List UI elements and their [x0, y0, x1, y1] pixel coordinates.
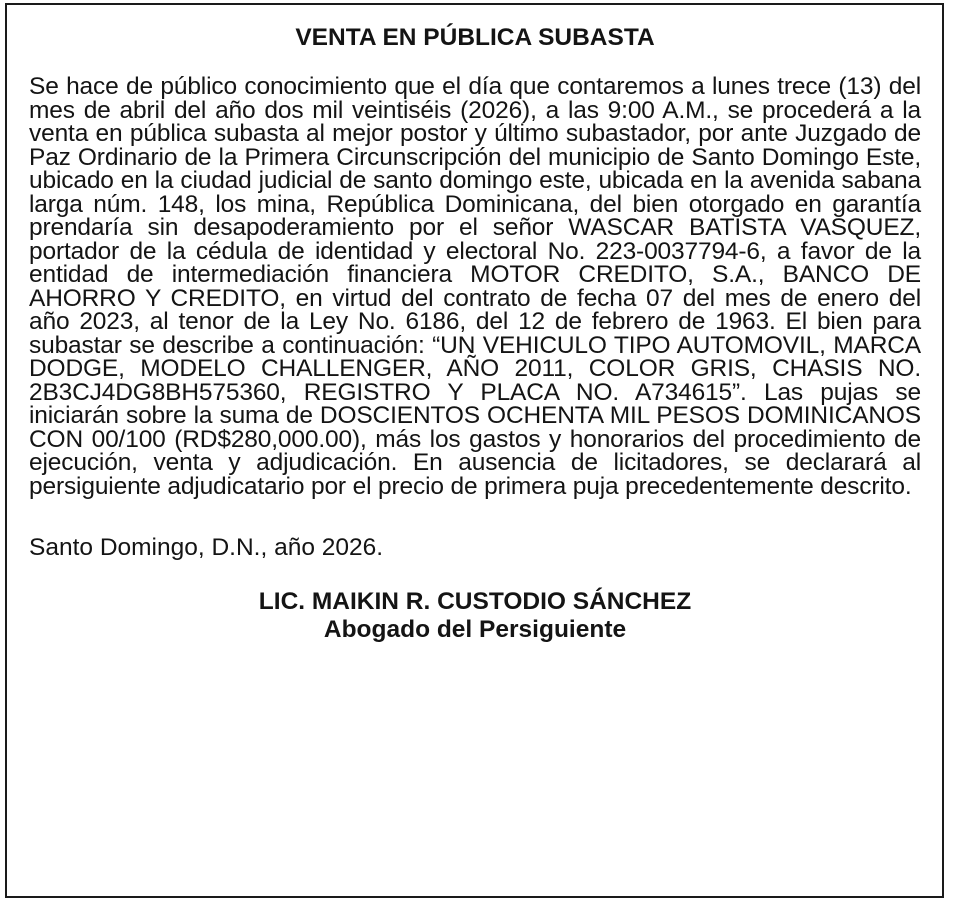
signature-block — [29, 588, 921, 644]
auction-notice — [5, 3, 944, 898]
signer-name: LIC. MAIKIN R. CUSTODIO SÁNCHEZ — [258, 588, 692, 615]
notice-body: Se hace de público conocimiento que el día que contaremos a lunes trece (13) del mes de abril del año dos mil veintiséis (2026), a las 9:00 A.M., se procederá a la venta en pública subasta al mejor postor y último subastador, por ante Juzgado de Paz Ordinario de la Primera Circunscripción del municipio de Santo Domingo Este, ubicado en la ciudad judicial de santo domingo este, ubicada en la avenida sabana larga núm. 148, los mina, República Dominicana, del bien otorgado en garantía prendaría sin desapoderamiento por el señor WASCAR BATISTA VASQUEZ, portador de la cédula de identidad y electoral No. 223-0037794-6, a favor de la entidad de intermediación financiera MOTOR CREDITO, S.A., BANCO DE AHORRO Y CREDITO, en virtud del contrato de fecha 07 del mes de enero del año 2023, al tenor de la Ley No. 6186, del 12 de febrero de 1963. El bien para subastar se describe a continuación: “UN VEHICULO TIPO AUTOMOVIL, MARCA DODGE, MODELO CHALLENGER, AÑO 2011, COLOR GRIS, CHASIS NO. 2B3CJ4DG8BH575360, REGISTRO Y PLACA NO. A734615”. Las pujas se iniciarán sobre la suma de DOSCIENTOS OCHENTA MIL PESOS DOMINICANOS CON 00/100 (RD$280,000.00), más los gastos y honorarios del procedimiento de ejecución, venta y adjudicación. En ausencia de licitadores, se declarará al persiguiente adjudicatario por el precio de primera puja precedentemente descrito. — [29, 73, 921, 500]
place-and-date: Santo Domingo, D.N., año 2026. — [29, 534, 384, 561]
signer-role: Abogado del Persiguiente — [323, 616, 627, 643]
notice-title: VENTA EN PÚBLICA SUBASTA — [295, 24, 655, 51]
